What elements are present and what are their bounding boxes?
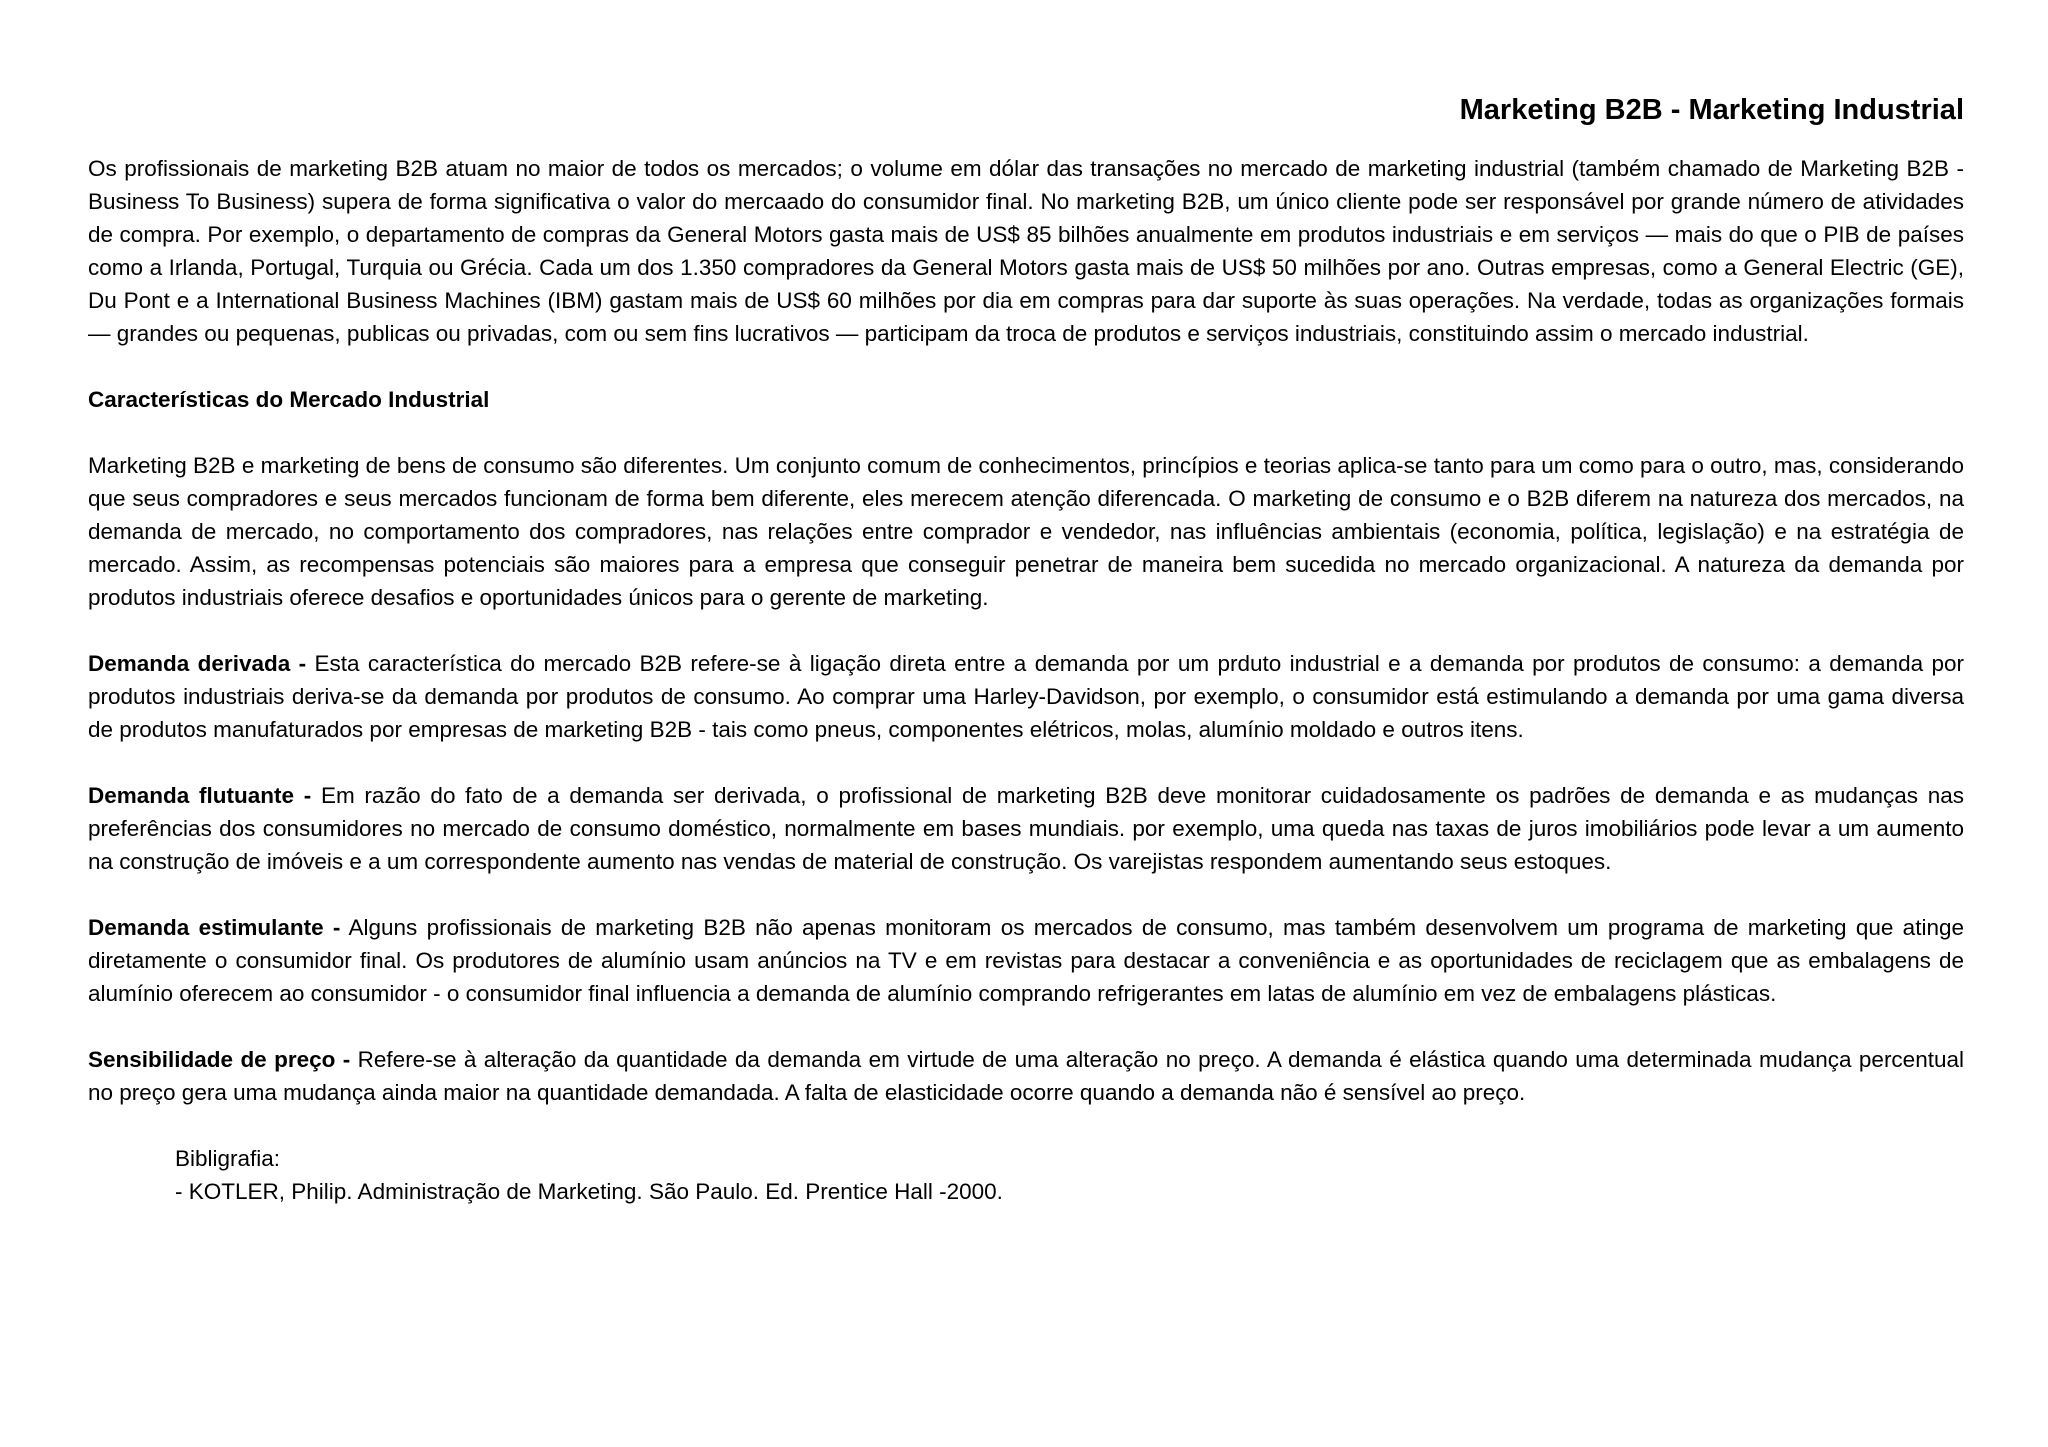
section-intro-paragraph: Marketing B2B e marketing de bens de consumo são diferentes. Um conjunto comum de conhecimentos, princípios e teorias aplica-se tanto para um como para o outro, mas, considerando que seus compradores e seus mercados funcionam de forma bem diferente, eles merecem atenção diferencada. O marketing de consumo e o B2B diferem na natureza dos mercados, na demanda de mercado, no comportamento dos compradores, nas relações entre comprador e vendedor, nas influências ambientais (economia, política, legislação) e na estratégia de mercado. Assim, as recompensas potenciais são maiores para a empresa que conseguir penetrar de maneira bem sucedida no mercado organizacional. A natureza da demanda por produtos industriais oferece desafios e oportunidades únicos para o gerente de marketing. xyxy=(88,453,1964,610)
topic-paragraph-sensibilidade-preco xyxy=(88,1043,1964,1109)
topic-text: Em razão do fato de a demanda ser derivada, o profissional de marketing B2B deve monitorar cuidadosamente os padrões de demanda e as mudanças nas preferências dos consumidores no mercado de consumo doméstico, normalmente em bases mundiais. por exemplo, uma queda nas taxas de juros imobiliários pode levar a um aumento na construção de imóveis e a um correspondente aumento nas vendas de material de construção. Os varejistas respondem aumentando seus estoques. xyxy=(88,783,1964,874)
section-heading: Características do Mercado Industrial xyxy=(88,387,490,412)
topic-text: Refere-se à alteração da quantidade da demanda em virtude de uma alteração no preço. A demanda é elástica quando uma determinada mudança percentual no preço gera uma mudança ainda maior na quantidade demandada. A falta de elasticidade ocorre quando a demanda não é sensível ao preço. xyxy=(88,1047,1964,1105)
topic-paragraph-demanda-estimulante xyxy=(88,911,1964,1010)
intro-paragraph: Os profissionais de marketing B2B atuam no maior de todos os mercados; o volume em dólar das transações no mercado de marketing industrial (também chamado de Marketing B2B - Business To Business) supera de forma significativa o valor do mercaado do consumidor final. No marketing B2B, um único cliente pode ser responsável por grande número de atividades de compra. Por exemplo, o departamento de compras da General Motors gasta mais de US$ 85 bilhões anualmente em produtos industriais e em serviços — mais do que o PIB de países como a Irlanda, Portugal, Turquia ou Grécia. Cada um dos 1.350 compradores da General Motors gasta mais de US$ 50 milhões por ano. Outras empresas, como a General Electric (GE), Du Pont e a International Business Machines (IBM) gastam mais de US$ 60 milhões por dia em compras para dar suporte às suas operações. Na verdade, todas as organizações formais — grandes ou pequenas, publicas ou privadas, com ou sem fins lucrativos — participam da troca de produtos e serviços industriais, constituindo assim o mercado industrial. xyxy=(88,156,1964,346)
topic-term: Demanda estimulante - xyxy=(88,915,341,940)
document-page xyxy=(88,88,1964,1208)
topic-paragraph-demanda-flutuante xyxy=(88,779,1964,878)
bibliography-entry: - KOTLER, Philip. Administração de Marketing. São Paulo. Ed. Prentice Hall -2000. xyxy=(175,1179,1003,1204)
bibliography xyxy=(175,1142,1964,1208)
topic-text: Esta característica do mercado B2B refere-se à ligação direta entre a demanda por um prduto industrial e a demanda por produtos de consumo: a demanda por produtos industriais deriva-se da demanda por produtos de consumo. Ao comprar uma Harley-Davidson, por exemplo, o consumidor está estimulando a demanda por uma gama diversa de produtos manufaturados por empresas de marketing B2B - tais como pneus, componentes elétricos, molas, alumínio moldado e outros itens. xyxy=(88,651,1965,742)
bibliography-label: Bibligrafia: xyxy=(175,1146,281,1171)
topic-text: Alguns profissionais de marketing B2B não apenas monitoram os mercados de consumo, mas também desenvolvem um programa de marketing que atinge diretamente o consumidor final. Os produtores de alumínio usam anúncios na TV e em revistas para destacar a conveniência e as oportunidades de reciclagem que as embalagens de alumínio oferecem ao consumidor - o consumidor final influencia a demanda de alumínio comprando refrigerantes em latas de alumínio em vez de embalagens plásticas. xyxy=(88,915,1964,1006)
topic-term: Demanda derivada - xyxy=(88,651,307,676)
document-title: Marketing B2B - Marketing Industrial xyxy=(1459,94,1964,126)
topic-paragraph-demanda-derivada xyxy=(88,647,1964,746)
topic-term: Sensibilidade de preço - xyxy=(88,1047,351,1072)
topic-term: Demanda flutuante - xyxy=(88,783,312,808)
